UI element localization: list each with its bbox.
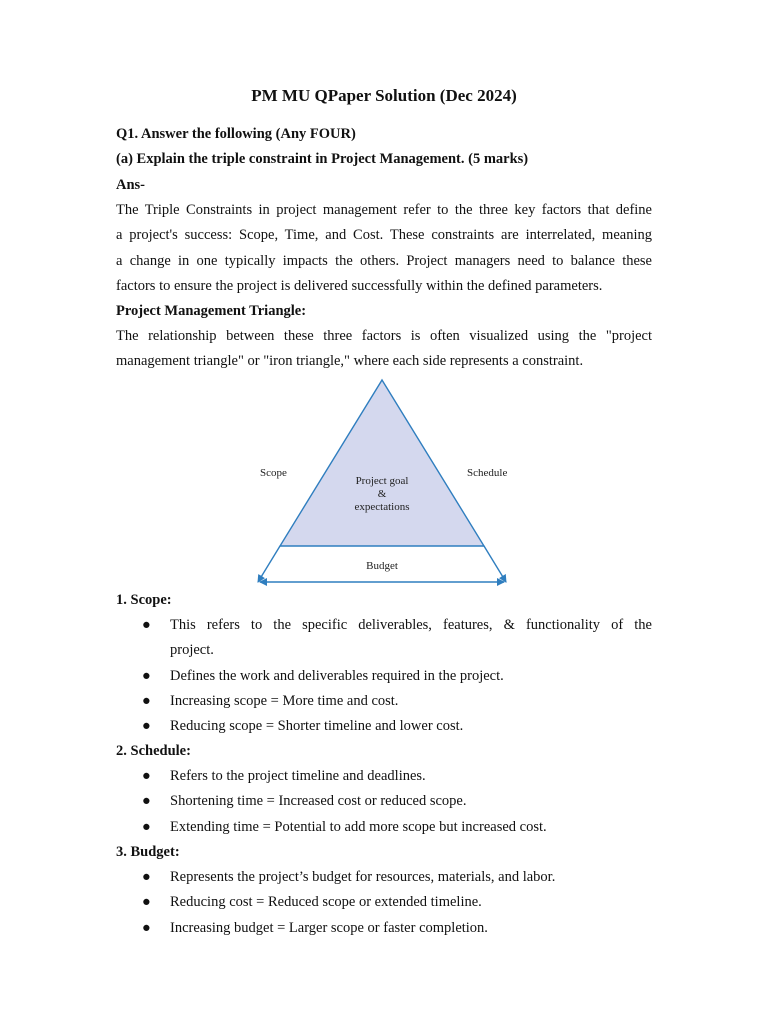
list-item-text: Increasing budget = Larger scope or faster completion.: [170, 919, 488, 936]
document-title: PM MU QPaper Solution (Dec 2024): [251, 86, 517, 105]
bullet-icon: ●: [142, 818, 151, 835]
project-management-triangle-diagram: [250, 376, 516, 592]
scope-list: [116, 613, 652, 739]
list-item: [116, 789, 652, 814]
intro-paragraph: [116, 198, 652, 299]
list-item: [116, 764, 652, 789]
bullet-icon: ●: [142, 869, 151, 885]
list-item-text: Refers to the project timeline and deadlines.: [170, 768, 426, 784]
schedule-label: Schedule: [467, 467, 508, 479]
schedule-side-extension: [484, 546, 506, 582]
list-item-text: Extending time = Potential to add more scope but increased cost.: [170, 818, 547, 835]
list-item-text: Shortening time = Increased cost or reduced scope.: [170, 793, 467, 810]
list-item-text: Represents the project’s budget for resources, materials, and labor.: [170, 869, 556, 885]
list-item: [116, 664, 652, 689]
bullet-icon: ●: [142, 793, 151, 810]
bullet-icon: ●: [142, 919, 151, 936]
schedule-heading: 2. Schedule:: [116, 743, 191, 759]
triangle-shape: [280, 380, 484, 546]
answer-label: Ans-: [116, 177, 146, 193]
center-label-line-3: expectations: [354, 501, 410, 513]
center-label-line-1: Project goal: [355, 475, 409, 487]
budget-list: [116, 865, 652, 941]
scope-heading: 1. Scope:: [116, 592, 172, 608]
triangle-heading: Project Management Triangle:: [116, 303, 307, 319]
list-item: [116, 815, 652, 840]
scope-label: Scope: [260, 467, 287, 479]
list-item-text: Increasing scope = More time and cost.: [170, 692, 399, 709]
list-item-text: This refers to the specific deliverables, features, & functionality of the: [170, 617, 652, 633]
list-item-text: Defines the work and deliverables required in the project.: [170, 667, 504, 684]
list-item: [116, 689, 652, 714]
intro-line: a change in one typically impacts the others. Project managers need to balance these: [116, 252, 652, 269]
triangle-paragraph: [116, 324, 652, 375]
question-1-heading: Q1. Answer the following (Any FOUR): [116, 126, 356, 142]
list-item-text: project.: [170, 642, 214, 659]
list-item: [116, 865, 652, 890]
bullet-icon: ●: [142, 692, 151, 709]
intro-line: a project's success: Scope, Time, and Cost. These constraints are interrelated, meaning: [116, 227, 652, 244]
bullet-icon: ●: [142, 718, 151, 735]
list-item: [116, 714, 652, 739]
bullet-icon: ●: [142, 617, 151, 633]
list-item: [116, 890, 652, 915]
schedule-list: [116, 764, 652, 840]
bullet-icon: ●: [142, 667, 151, 684]
center-label-line-2: &: [377, 488, 387, 500]
list-item: [116, 916, 652, 941]
list-item-text: Reducing scope = Shorter timeline and lower cost.: [170, 718, 464, 735]
budget-label: Budget: [366, 560, 398, 572]
triangle-line: management triangle" or "iron triangle," where each side represents a constraint.: [116, 353, 584, 370]
triangle-line: The relationship between these three factors is often visualized using the "project: [116, 328, 652, 344]
question-1a: (a) Explain the triple constraint in Project Management. (5 marks): [116, 151, 529, 167]
budget-heading: 3. Budget:: [116, 844, 180, 860]
bullet-icon: ●: [142, 768, 151, 784]
bullet-icon: ●: [142, 894, 151, 911]
list-item-text: Reducing cost = Reduced scope or extended timeline.: [170, 894, 482, 911]
scope-side-extension: [258, 546, 280, 582]
intro-line: factors to ensure the project is delivered successfully within the defined parameters.: [116, 277, 603, 294]
intro-line: The Triple Constraints in project management refer to the three key factors that define: [116, 202, 652, 218]
list-item: [116, 613, 652, 664]
